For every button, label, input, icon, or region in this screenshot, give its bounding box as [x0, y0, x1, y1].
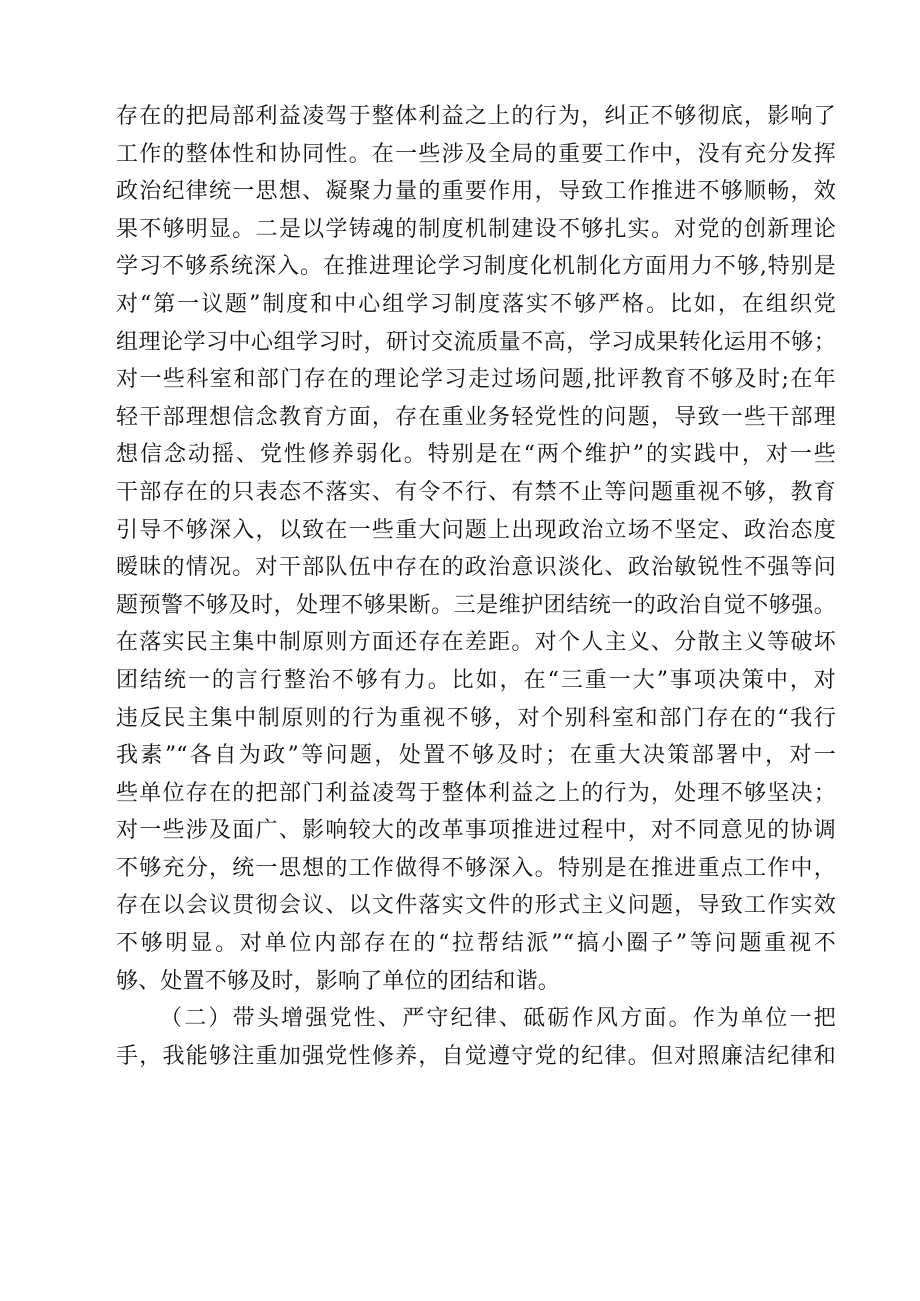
text-line: 对“第一议题”制度和中心组学习制度落实不够严格。比如，在组织党	[116, 291, 836, 317]
text-line: 团结统一的言行整治不够有力。比如，在“三重一大”事项决策中，对	[116, 667, 836, 693]
text-line: 题预警不够及时，处理不够果断。三是维护团结统一的政治自觉不够强。	[116, 592, 836, 618]
text-line: 些单位存在的把部门利益凌驾于整体利益之上的行为，处理不够坚决；	[116, 780, 836, 806]
section-heading-line: （二）带头增强党性、严守纪律、砥砺作风方面。作为单位一把	[160, 1006, 836, 1032]
text-line: 果不够明显。二是以学铸魂的制度机制建设不够扎实。对党的创新理论	[116, 216, 836, 242]
text-line: 对一些涉及面广、影响较大的改革事项推进过程中，对不同意见的协调	[116, 818, 836, 844]
text-line: 暧昧的情况。对干部队伍中存在的政治意识淡化、政治敏锐性不强等问	[116, 555, 836, 581]
text-line: 不够充分，统一思想的工作做得不够深入。特别是在推进重点工作中，	[116, 855, 836, 881]
text-line: 存在以会议贯彻会议、以文件落实文件的形式主义问题，导致工作实效	[116, 893, 836, 919]
text-line: 组理论学习中心组学习时，研讨交流质量不高，学习成果转化运用不够；	[116, 329, 836, 355]
paragraph-end-line: 够、处置不够及时，影响了单位的团结和谐。	[116, 968, 561, 994]
text-line: 轻干部理想信念教育方面，存在重业务轻党性的问题，导致一些干部理	[116, 404, 836, 430]
text-line: 想信念动摇、党性修养弱化。特别是在“两个维护”的实践中，对一些	[116, 442, 836, 468]
text-line: 对一些科室和部门存在的理论学习走过场问题,批评教育不够及时;在年	[116, 367, 836, 393]
text-line: 在落实民主集中制原则方面还存在差距。对个人主义、分散主义等破坏	[116, 630, 836, 656]
text-line: 违反民主集中制原则的行为重视不够，对个别科室和部门存在的“我行	[116, 705, 836, 731]
text-line: 存在的把局部利益凌驾于整体利益之上的行为，纠正不够彻底，影响了	[116, 104, 836, 129]
text-line: 学习不够系统深入。在推进理论学习制度化机制化方面用力不够,特别是	[116, 254, 836, 280]
text-line: 我素”“各自为政”等问题，处置不够及时；在重大决策部署中，对一	[116, 743, 836, 769]
text-line: 引导不够深入，以致在一些重大问题上出现政治立场不坚定、政治态度	[116, 517, 836, 543]
text-line: 手，我能够注重加强党性修养，自觉遵守党的纪律。但对照廉洁纪律和	[116, 1043, 836, 1069]
text-line: 不够明显。对单位内部存在的“拉帮结派”“搞小圈子”等问题重视不	[116, 931, 836, 957]
text-line: 工作的整体性和协同性。在一些涉及全局的重要工作中，没有充分发挥	[116, 141, 836, 167]
text-line: 干部存在的只表态不落实、有令不行、有禁不止等问题重视不够，教育	[116, 479, 836, 505]
body-text	[116, 98, 836, 1075]
text-line: 政治纪律统一思想、凝聚力量的重要作用，导致工作推进不够顺畅，效	[116, 179, 836, 205]
